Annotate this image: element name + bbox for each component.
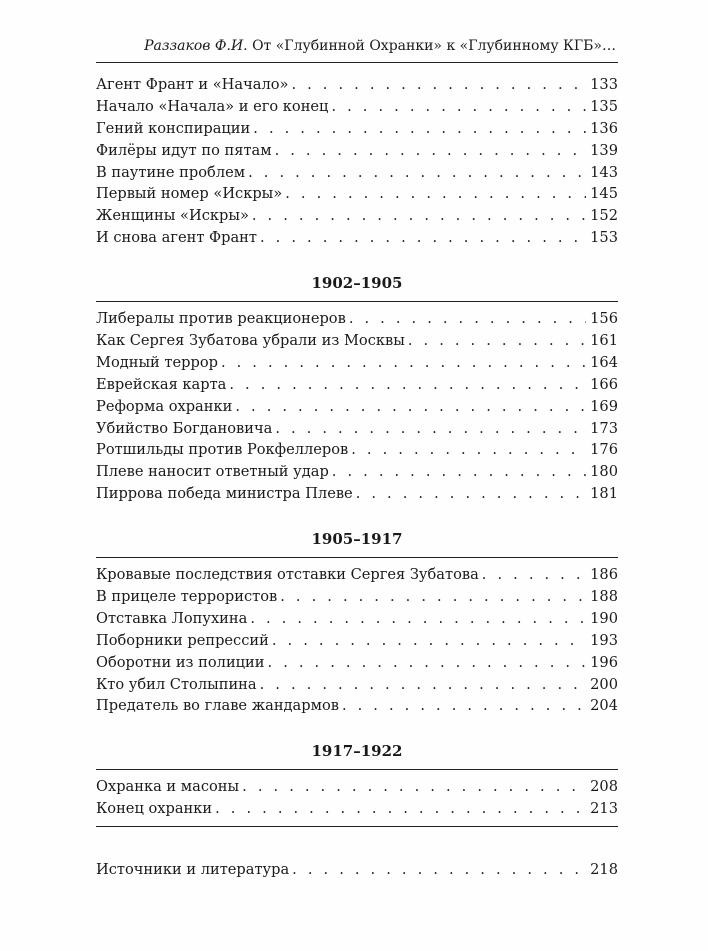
toc-dot-leader: [282, 183, 586, 205]
toc-entry-page: 164: [590, 353, 618, 371]
toc-dot-leader: [328, 96, 586, 118]
toc-entry[interactable]: [96, 396, 618, 418]
toc-entry-title: Женщины «Искры»: [96, 207, 249, 225]
toc-entry-title: Модный террор: [96, 353, 218, 371]
toc-entry[interactable]: [96, 608, 618, 630]
toc-entry-title: Оборотни из полиции: [96, 653, 265, 671]
toc-dot-leader: [339, 695, 586, 717]
toc-dot-leader: [272, 418, 586, 440]
toc-dot-leader: [257, 674, 587, 696]
toc-section-1905-1917: [96, 564, 618, 717]
section-rule: [96, 301, 618, 302]
toc-entry-title: В прицеле террористов: [96, 588, 278, 606]
toc-entry-title: Пиррова победа министра Плеве: [96, 485, 353, 503]
toc-entry[interactable]: [96, 652, 618, 674]
toc-dot-leader: [218, 352, 586, 374]
toc-entry-page: 180: [590, 463, 618, 481]
toc-entry[interactable]: [96, 564, 618, 586]
toc-entry[interactable]: [96, 205, 618, 227]
toc-entry-page: 169: [590, 397, 618, 415]
toc-entry[interactable]: [96, 695, 618, 717]
toc-section-1902-1905: [96, 308, 618, 505]
toc-dot-leader: [250, 118, 586, 140]
toc-dot-leader: [226, 374, 586, 396]
toc-entry[interactable]: [96, 162, 618, 184]
toc-entry-page: 166: [590, 375, 618, 393]
toc-entry-title: Охранка и масоны: [96, 778, 240, 796]
toc-dot-leader: [212, 798, 586, 820]
toc-entry-page: 153: [590, 229, 618, 247]
toc-dot-leader: [245, 162, 586, 184]
toc-dot-leader: [239, 776, 586, 798]
toc-entry-title: Конец охранки: [96, 800, 213, 818]
toc-entry-title: Кто убил Столыпина: [96, 675, 257, 693]
toc-entry-page: 200: [590, 675, 618, 693]
toc-entry-title: Как Сергея Зубатова убрали из Москвы: [96, 332, 405, 350]
toc-entry-page: 181: [590, 485, 618, 503]
toc-dot-leader: [405, 330, 586, 352]
toc-dot-leader: [277, 586, 586, 608]
toc-entry[interactable]: [96, 74, 618, 96]
toc-dot-leader: [289, 859, 586, 881]
toc-entry-page: 145: [590, 185, 618, 203]
toc-entry-page: 136: [590, 119, 618, 137]
toc-entry-page: 190: [590, 609, 618, 627]
toc-dot-leader: [232, 396, 586, 418]
toc-entry[interactable]: [96, 140, 618, 162]
toc-entry-title: Плеве наносит ответный удар: [96, 463, 329, 481]
toc-entry-page: 139: [590, 141, 618, 159]
toc-entry-page: 188: [590, 588, 618, 606]
toc-entry-title: И снова агент Франт: [96, 229, 257, 247]
toc-entry-page: 186: [590, 566, 618, 584]
toc-entry-title: Филёры идут по пятам: [96, 141, 272, 159]
toc-entry[interactable]: [96, 630, 618, 652]
running-header: [96, 34, 618, 58]
toc-entry-title: Еврейская карта: [96, 375, 227, 393]
toc-entry-page: 156: [590, 310, 618, 328]
toc-dot-leader: [249, 205, 586, 227]
toc-entry-title: Либералы против реакционеров: [96, 310, 346, 328]
toc-entry-title: Начало «Начала» и его конец: [96, 97, 329, 115]
section-rule: [96, 557, 618, 558]
toc-entry[interactable]: [96, 776, 618, 798]
toc-entry-page: 208: [590, 778, 618, 796]
toc-entry[interactable]: [96, 308, 618, 330]
header-title: От «Глубинной Охранки» к «Глубинному КГБ»…: [252, 38, 616, 54]
spacer: [96, 833, 618, 859]
section-heading-1905-1917: 1905–1917: [311, 530, 403, 549]
toc-page: [96, 34, 618, 881]
toc-entry-title: Ротшильды против Рокфеллеров: [96, 441, 349, 459]
toc-entry[interactable]: [96, 330, 618, 352]
toc-entry-page: 135: [590, 97, 618, 115]
toc-dot-leader: [269, 630, 586, 652]
toc-dot-leader: [479, 564, 586, 586]
section-heading-1902-1905: 1902–1905: [311, 274, 403, 293]
toc-dot-leader: [353, 483, 586, 505]
toc-entry[interactable]: [96, 483, 618, 505]
toc-entry-title: Первый номер «Искры»: [96, 185, 283, 203]
toc-entry-page: 152: [590, 207, 618, 225]
toc-entry-page: 213: [590, 800, 618, 818]
toc-entry[interactable]: [96, 352, 618, 374]
toc-entry-page: 176: [590, 441, 618, 459]
toc-entry-title: Предатель во главе жандармов: [96, 697, 339, 715]
toc-entry[interactable]: [96, 227, 618, 249]
section-heading-1917-1922: 1917–1922: [311, 742, 403, 761]
toc-entry-page: 133: [590, 76, 618, 93]
toc-entry-title: Отставка Лопухина: [96, 609, 248, 627]
toc-dot-leader: [288, 74, 586, 96]
toc-entry[interactable]: [96, 798, 618, 820]
toc-entry-title: Гений конспирации: [96, 119, 251, 137]
toc-entry-title: Источники и литература: [96, 861, 290, 879]
toc-entry-page: 161: [590, 332, 618, 350]
toc-entry[interactable]: [96, 183, 618, 205]
toc-entry-page: 218: [590, 861, 618, 879]
toc-entry[interactable]: [96, 96, 618, 118]
toc-entry[interactable]: [96, 586, 618, 608]
toc-entry-page: 173: [590, 419, 618, 437]
section-rule: [96, 769, 618, 770]
toc-dot-leader: [257, 227, 586, 249]
toc-entry[interactable]: [96, 461, 618, 483]
toc-entry-title: В паутине проблем: [96, 163, 246, 181]
toc-dot-leader: [348, 439, 586, 461]
toc-dot-leader: [265, 652, 587, 674]
toc-entry-title: Кровавые последствия отставки Сергея Зубатова: [96, 566, 479, 584]
toc-entry-page: 143: [590, 163, 618, 181]
toc-dot-leader: [272, 140, 587, 162]
toc-entry-page: 204: [590, 697, 618, 715]
toc-entry-page: 196: [590, 653, 618, 671]
toc-dot-leader: [346, 308, 586, 330]
toc-entry-title: Реформа охранки: [96, 397, 233, 415]
toc-dot-leader: [247, 608, 586, 630]
toc-sources-list: [96, 859, 618, 881]
toc-entry-page: 193: [590, 631, 618, 649]
toc-entry-title: Убийство Богдановича: [96, 419, 273, 437]
toc-section-1917-1922: [96, 776, 618, 820]
toc-intro-list: [96, 74, 618, 249]
toc-entry-title: Агент Франт и «Начало»: [96, 76, 289, 93]
toc-entry[interactable]: [96, 439, 618, 461]
toc-entry[interactable]: [96, 418, 618, 440]
toc-entry[interactable]: [96, 374, 618, 396]
toc-entry-title: Поборники репрессий: [96, 631, 269, 649]
toc-dot-leader: [329, 461, 586, 483]
toc-entry-sources[interactable]: [96, 859, 618, 881]
toc-entry[interactable]: [96, 118, 618, 140]
toc-entry[interactable]: [96, 674, 618, 696]
header-author: Раззаков Ф.И.: [144, 38, 248, 54]
header-rule: [96, 62, 618, 63]
section-rule: [96, 826, 618, 827]
